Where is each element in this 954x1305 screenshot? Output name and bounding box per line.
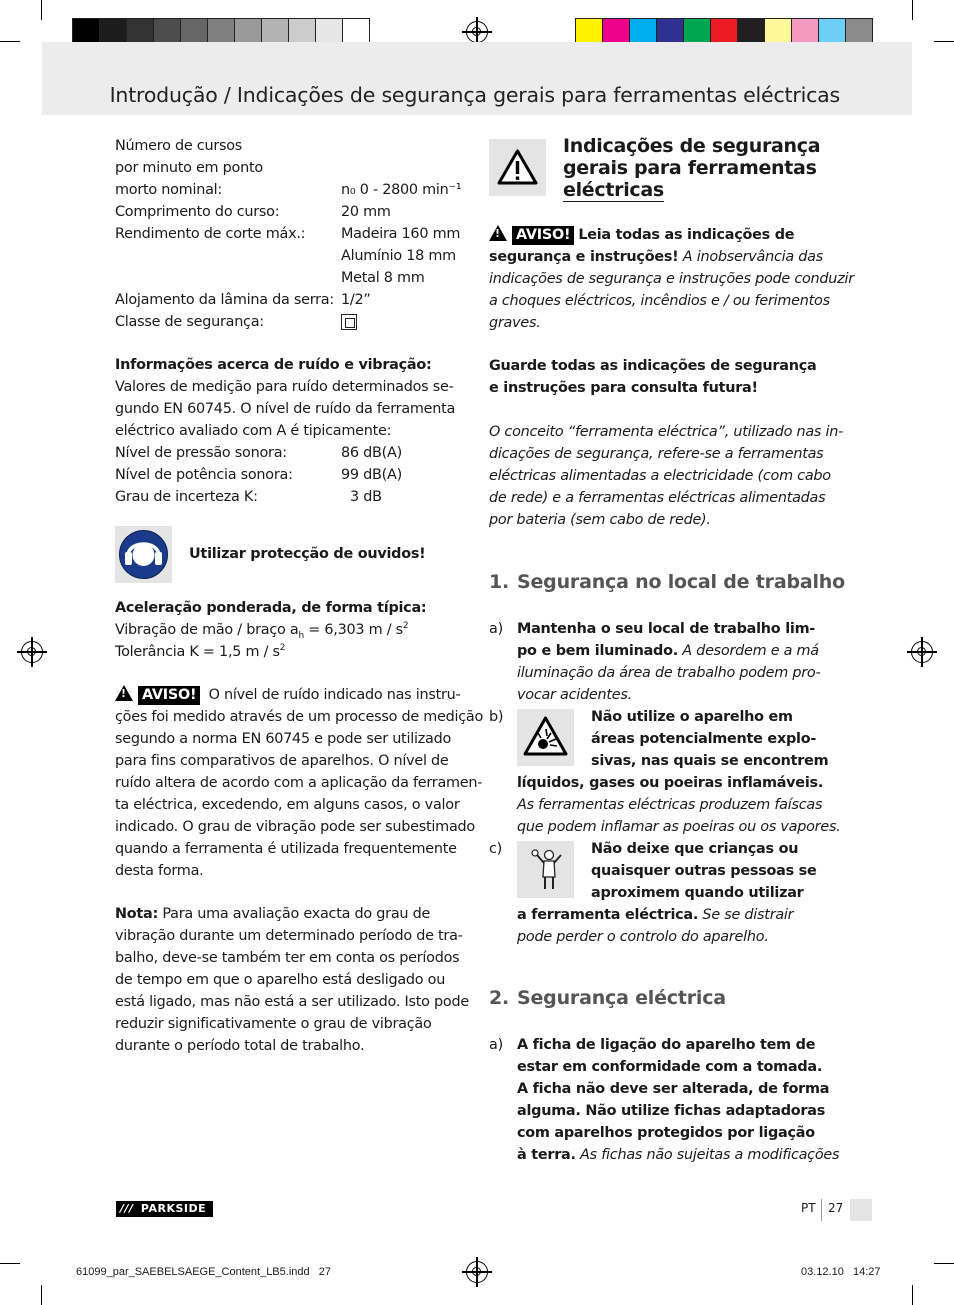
concept-line: por bateria (sem cabo de rede). bbox=[489, 512, 711, 528]
vibration-line: Vibração de mão / braço $a_h = 6,303$ m / $s^2$ bbox=[115, 621, 409, 641]
keep-children-away-icon bbox=[517, 841, 574, 898]
warning-read-first-line: !AVISO! Leia todas as indicações de bbox=[489, 224, 794, 246]
item-2a-text: com aparelhos protegidos por ligação bbox=[517, 1125, 815, 1141]
concept-line: dicações de segurança, refere-se a ferramentas bbox=[489, 446, 824, 462]
spec-label: morto nominal: bbox=[115, 182, 222, 198]
ear-protection-icon bbox=[115, 526, 172, 583]
page-header bbox=[42, 42, 912, 115]
spec-label: Número de cursos bbox=[115, 138, 243, 154]
file-slug: 61099_par_SAEBELSAEGE_Content_LB5.indd 27 bbox=[76, 1266, 332, 1278]
warning-read-line: segurança e instruções! A inobservância das bbox=[489, 249, 823, 265]
page-title: Introdução / Indicações de segurança gerais para ferramentas eléctricas bbox=[109, 83, 840, 107]
general-warning-icon-box bbox=[489, 139, 546, 196]
crop-mark bbox=[0, 41, 20, 42]
section-1-title: Segurança no local de trabalho bbox=[517, 571, 845, 593]
crop-mark bbox=[912, 0, 913, 20]
spec-label: Alojamento da lâmina da serra: bbox=[115, 292, 334, 308]
ear-protection-icon-box bbox=[115, 526, 172, 583]
warning-text-line: para fins comparativos de aparelhos. O nível de bbox=[115, 753, 449, 769]
registration-mark bbox=[911, 641, 933, 663]
safety-title: Indicações de segurança gerais para ferramentas eléctricas bbox=[563, 135, 821, 201]
registration-mark bbox=[466, 1261, 488, 1283]
concept-line: eléctricas alimentadas a electricidade (com cabo bbox=[489, 468, 831, 484]
warning-read-line: graves. bbox=[489, 315, 541, 331]
page-number: 27 bbox=[828, 1201, 844, 1215]
noise-label: Nível de potência sonora: bbox=[115, 467, 293, 483]
noise-intro-line: eléctrico avaliado com A é tipicamente: bbox=[115, 423, 392, 439]
crop-mark bbox=[41, 0, 42, 20]
item-b-text: Não utilize o aparelho em bbox=[591, 709, 793, 725]
noise-value: 86 dB(A) bbox=[341, 445, 402, 461]
note-first-line: Nota: Para uma avaliação exacta do grau de bbox=[115, 906, 431, 922]
noise-intro-line: Valores de medição para ruído determinados se- bbox=[115, 379, 454, 395]
page-tab bbox=[850, 1199, 872, 1221]
item-a-text: Mantenha o seu local de trabalho lim- bbox=[517, 621, 816, 637]
warning-triangle-icon bbox=[489, 225, 507, 241]
spec-value: Metal 8 mm bbox=[341, 270, 425, 286]
warning-triangle-icon bbox=[115, 685, 133, 701]
warning-read-line: indicações de segurança e instruções pode conduzir bbox=[489, 271, 854, 287]
item-a-text: po e bem iluminado. A desordem e a má bbox=[517, 643, 819, 659]
noise-label: Grau de incerteza K: bbox=[115, 489, 258, 505]
crop-mark bbox=[934, 1263, 954, 1264]
item-letter: b) bbox=[489, 709, 504, 725]
crop-mark bbox=[41, 1285, 42, 1305]
item-c-text: a ferramenta eléctrica. Se se distrair bbox=[517, 907, 794, 923]
note-line: está ligado, mas não está a ser utilizado. Isto pode bbox=[115, 994, 469, 1010]
warning-triangle-icon bbox=[489, 139, 546, 196]
noise-heading: Informações acerca de ruído e vibração: bbox=[115, 357, 432, 373]
warning-noise-first-line: !AVISO! O nível de ruído indicado nas instru- bbox=[115, 684, 460, 706]
note-line: durante o período total de trabalho. bbox=[115, 1038, 365, 1054]
item-b-text: líquidos, gases ou poeiras inflamáveis. bbox=[517, 775, 824, 791]
warning-text-line: quando a ferramenta é utilizada frequentemente bbox=[115, 841, 457, 857]
spec-label: Classe de segurança: bbox=[115, 314, 264, 330]
spec-value: 1/2” bbox=[341, 292, 371, 308]
concept-line: O conceito “ferramenta eléctrica”, utilizado nas in- bbox=[489, 424, 844, 440]
section-1-number: 1. bbox=[489, 571, 510, 593]
item-2a-text: estar em conformidade com a tomada. bbox=[517, 1059, 823, 1075]
item-letter: c) bbox=[489, 841, 503, 857]
spec-value: n₀ 0 - 2800 min⁻¹ bbox=[341, 182, 462, 198]
explosion-warning-icon-box bbox=[517, 709, 574, 766]
vibration-heading: Aceleração ponderada, de forma típica: bbox=[115, 600, 427, 616]
noise-label: Nível de pressão sonora: bbox=[115, 445, 287, 461]
noise-value: 99 dB(A) bbox=[341, 467, 402, 483]
item-b-text: que podem inflamar as poeiras ou os vapores. bbox=[517, 819, 841, 835]
warning-text-line: ta eléctrica, excedendo, em alguns casos, o valor bbox=[115, 797, 460, 813]
section-2-title: Segurança eléctrica bbox=[517, 987, 726, 1009]
brand-logo: /// PARKSIDE bbox=[116, 1201, 213, 1217]
tolerance-line: Tolerância K = 1,5 m / $s^2$ bbox=[115, 643, 286, 660]
concept-line: de rede) e a ferramentas eléctricas alimentadas bbox=[489, 490, 826, 506]
item-c-text: Não deixe que crianças ou bbox=[591, 841, 799, 857]
keep-instructions-line: Guarde todas as indicações de segurança bbox=[489, 358, 817, 374]
warning-badge: AVISO! bbox=[138, 686, 200, 705]
item-a-text: iluminação da área de trabalho podem pro- bbox=[517, 665, 821, 681]
ear-protection-text: Utilizar protecção de ouvidos! bbox=[189, 546, 426, 562]
item-a-text: vocar acidentes. bbox=[517, 687, 632, 703]
spec-value: 20 mm bbox=[341, 204, 391, 220]
crop-mark bbox=[912, 1285, 913, 1305]
warning-text-line: indicado. O grau de vibração pode ser subestimado bbox=[115, 819, 475, 835]
crop-mark bbox=[934, 41, 954, 42]
spec-label: Comprimento do curso: bbox=[115, 204, 280, 220]
keep-instructions-line: e instruções para consulta futura! bbox=[489, 380, 758, 396]
spec-value: Madeira 160 mm bbox=[341, 226, 461, 242]
item-letter: a) bbox=[489, 621, 503, 637]
spec-label: por minuto em ponto bbox=[115, 160, 263, 176]
item-2a-text: A ficha não deve ser alterada, de forma bbox=[517, 1081, 830, 1097]
spec-label: Rendimento de corte máx.: bbox=[115, 226, 306, 242]
note-line: de tempo em que o aparelho está desligado ou bbox=[115, 972, 446, 988]
warning-text-line: desta forma. bbox=[115, 863, 204, 879]
protection-class-ii-icon bbox=[341, 314, 357, 330]
item-b-text: As ferramentas eléctricas produzem faíscas bbox=[517, 797, 823, 813]
warning-read-line: a choques eléctricos, incêndios e / ou ferimentos bbox=[489, 293, 830, 309]
print-date: 03.12.10 14:27 bbox=[801, 1266, 881, 1278]
crop-mark bbox=[0, 1263, 20, 1264]
note-line: vibração durante um determinado período de tra- bbox=[115, 928, 463, 944]
item-letter: a) bbox=[489, 1037, 503, 1053]
note-line: reduzir significativamente o grau de vibração bbox=[115, 1016, 432, 1032]
item-c-text: quaisquer outras pessoas se bbox=[591, 863, 817, 879]
item-b-text: sivas, nas quais se encontrem bbox=[591, 753, 829, 769]
warning-text-line: segundo a norma EN 60745 e pode ser utilizado bbox=[115, 731, 452, 747]
item-2a-text: à terra. As fichas não sujeitas a modificações bbox=[517, 1147, 840, 1163]
noise-value: 3 dB bbox=[350, 489, 382, 505]
item-b-text: áreas potencialmente explo- bbox=[591, 731, 817, 747]
registration-mark bbox=[466, 21, 488, 43]
section-2-number: 2. bbox=[489, 987, 510, 1009]
note-line: balho, deve-se também ter em conta os períodos bbox=[115, 950, 460, 966]
warning-badge: AVISO! bbox=[512, 226, 574, 245]
warning-text-line: ruído altera de acordo com a aplicação da ferramen- bbox=[115, 775, 483, 791]
keep-children-away-icon-box bbox=[517, 841, 574, 898]
item-2a-text: alguma. Não utilize fichas adaptadoras bbox=[517, 1103, 826, 1119]
item-c-text: pode perder o controlo do aparelho. bbox=[517, 929, 769, 945]
item-c-text: aproximem quando utilizar bbox=[591, 885, 804, 901]
explosion-warning-icon bbox=[517, 709, 574, 766]
spec-value: Alumínio 18 mm bbox=[341, 248, 456, 264]
registration-mark bbox=[21, 641, 43, 663]
noise-intro-line: gundo EN 60745. O nível de ruído da ferramenta bbox=[115, 401, 456, 417]
language-code: PT bbox=[801, 1201, 816, 1215]
item-2a-text: A ficha de ligação do aparelho tem de bbox=[517, 1037, 816, 1053]
footer-divider bbox=[821, 1199, 822, 1221]
warning-text-line: ções foi medido através de um processo de medição bbox=[115, 709, 484, 725]
